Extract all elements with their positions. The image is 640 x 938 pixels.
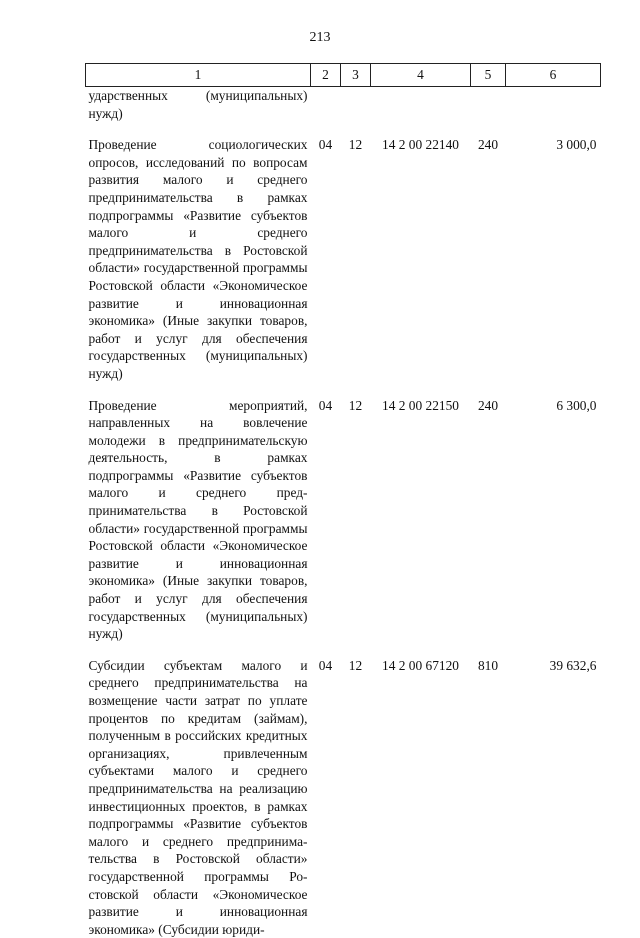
column-header-3: 3 bbox=[341, 64, 371, 87]
table-row bbox=[86, 87, 601, 123]
column-header-6: 6 bbox=[506, 64, 601, 87]
row-subsection: 12 bbox=[348, 397, 363, 413]
row-sum: 3 000,0 bbox=[556, 137, 597, 153]
row-sum: 39 632,6 bbox=[549, 657, 597, 673]
row-sum: 6 300,0 bbox=[556, 397, 597, 413]
budget-table bbox=[85, 63, 601, 938]
row-subsection bbox=[341, 87, 371, 123]
row-description: Проведение мероприятий, направленных на вовлечение молодежи в предпринимательскую деятельность, в рамках подпрограммы «Развитие субъектов малого и среднего предпринимательства в Ростовской области» государственной программы Ростовской области «Экономическое развитие и инновационная экономика» (Иные закупки товаров, работ и услуг для обеспечения государственных (муниципальных) нужд) bbox=[88, 397, 308, 642]
row-section: 04 bbox=[318, 397, 333, 413]
row-expense-type bbox=[471, 87, 506, 123]
row-expense-type: 240 bbox=[477, 397, 499, 413]
row-section bbox=[311, 87, 341, 123]
row-target-code: 14 2 00 22150 bbox=[382, 397, 459, 413]
table-row bbox=[86, 122, 601, 382]
row-expense-type: 240 bbox=[477, 137, 499, 153]
row-subsection: 12 bbox=[348, 657, 363, 673]
row-target-code: 14 2 00 22140 bbox=[382, 137, 459, 153]
row-subsection: 12 bbox=[348, 137, 363, 153]
column-header-5: 5 bbox=[471, 64, 506, 87]
row-sum bbox=[506, 87, 601, 123]
table-header-row bbox=[86, 64, 601, 87]
table-row bbox=[86, 643, 601, 938]
row-section: 04 bbox=[318, 137, 333, 153]
row-expense-type: 810 bbox=[477, 657, 499, 673]
row-description: Проведение социологических опросов, исследований по вопросам развития малого и среднего предпринимательства в рамках подпрограммы «Развитие субъектов малого и среднего предпринимательства в Ростовской области» государственной программы Ростовской области «Экономическое развитие и инновационная экономика» (Иные закупки товаров, работ и услуг для обеспечения государственных (муниципальных) нужд) bbox=[88, 137, 308, 381]
row-target-code: 14 2 00 67120 bbox=[382, 657, 459, 673]
column-header-4: 4 bbox=[371, 64, 471, 87]
table-row bbox=[86, 383, 601, 643]
row-target-code bbox=[371, 87, 471, 123]
page-number: 213 bbox=[309, 30, 331, 45]
row-description: ударственных (муниципальных) нужд) bbox=[88, 88, 308, 121]
column-header-2: 2 bbox=[311, 64, 341, 87]
row-section: 04 bbox=[318, 657, 333, 673]
row-description: Субсидии субъектам малого и среднего предпринимательства на возмещение части затрат по уплате процентов по кредитам (займам), полученным в российских кредитных организациях, привлеченным субъектами малого и среднего предпринимательства на реализацию инвестиционных проектов, в рамках подпрограммы «Развитие субъектов малого и среднего предпринимательства в Ростовской области» государственной программы Ростовской области «Экономическое развитие и инновационная экономика» (Субсидии юриди- bbox=[88, 657, 308, 937]
column-header-1: 1 bbox=[86, 64, 311, 87]
